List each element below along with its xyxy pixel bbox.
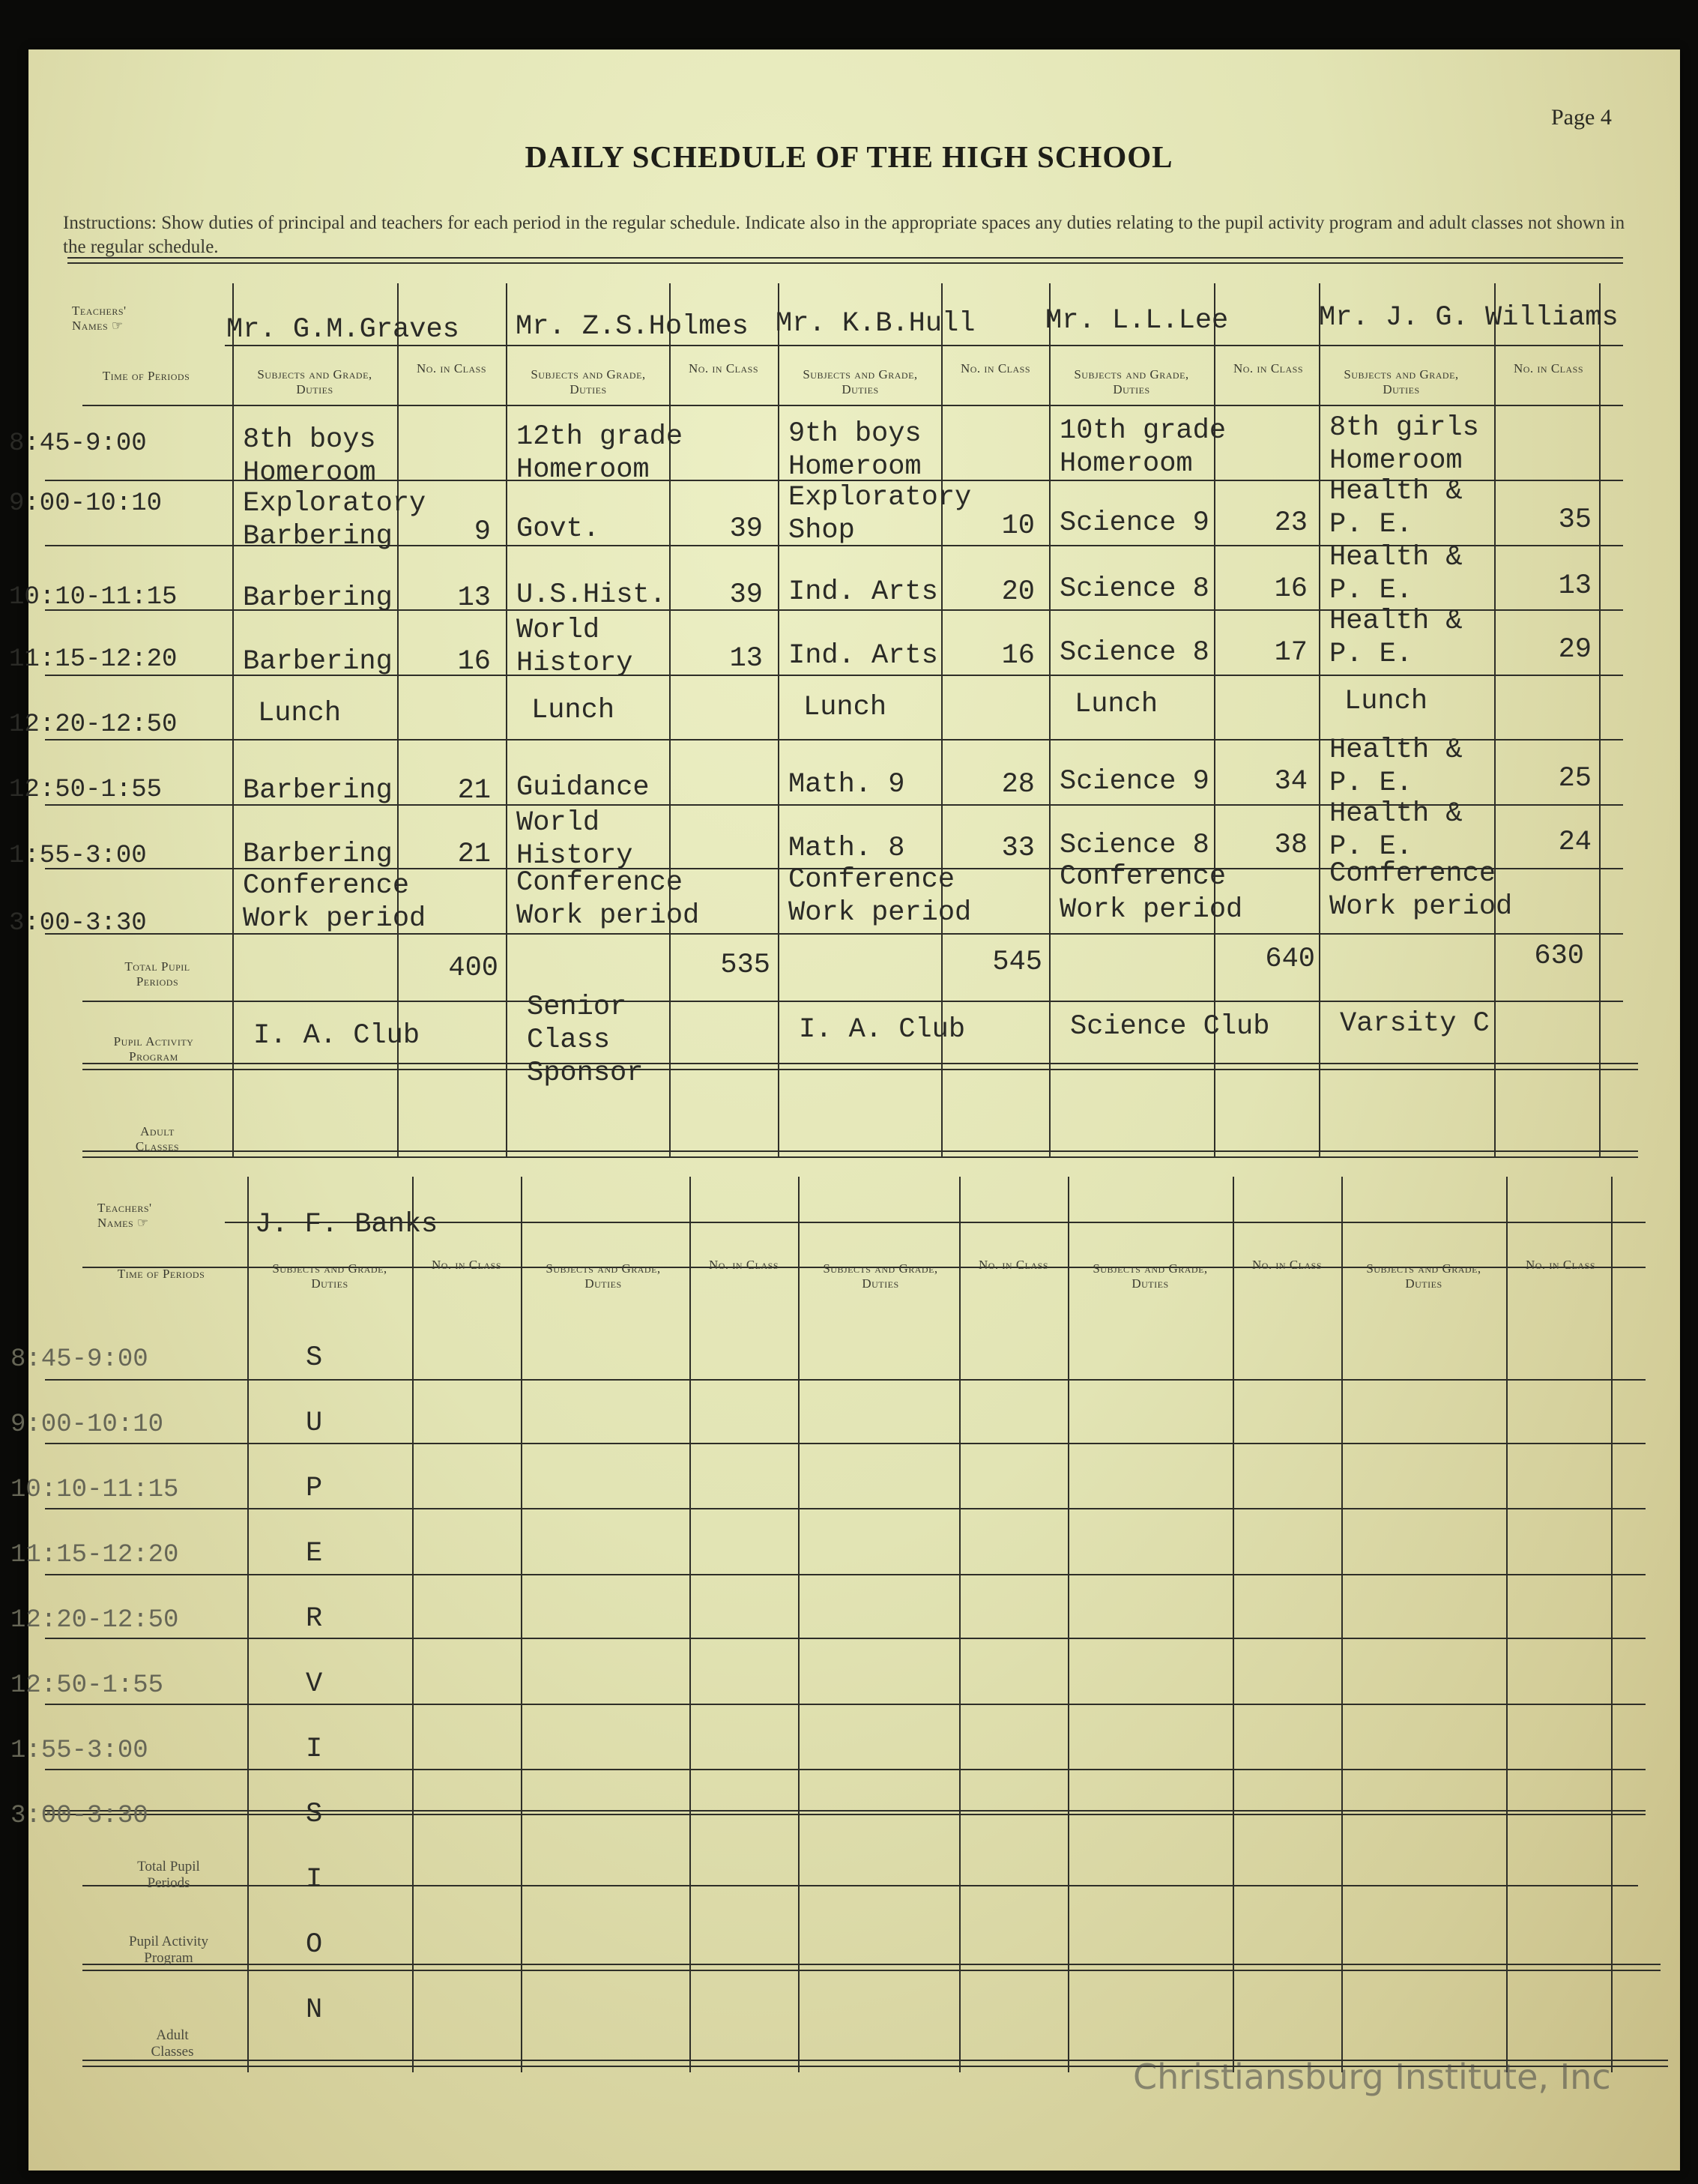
- class-count: 16: [1274, 573, 1308, 605]
- column-line: [1611, 1177, 1613, 2072]
- total-pupil-periods: 640: [1265, 944, 1315, 975]
- period-row-line: [45, 1443, 1646, 1444]
- time-period: 12:50-1:55: [9, 776, 163, 804]
- class-count: 10: [1001, 510, 1035, 542]
- subjects-header: Subjects and Grade, Duties: [1344, 367, 1459, 396]
- subjects-header: Subjects and Grade, Duties: [257, 367, 372, 396]
- teacher-name: J. F. Banks: [255, 1209, 438, 1240]
- subject-cell: Science 9: [1060, 507, 1209, 539]
- supervision-letter: I: [306, 1734, 323, 1765]
- subject-cell: Health & P. E.: [1329, 606, 1463, 670]
- subject-cell: Exploratory Barbering: [243, 488, 426, 552]
- teacher-name: Mr. J. G. Williams: [1319, 302, 1619, 334]
- time-period: 3:00-3:30: [10, 1802, 148, 1830]
- subject-cell: Conference Work period: [516, 867, 700, 932]
- period-row-line: [45, 1814, 1646, 1815]
- activity-rule: [82, 1970, 1661, 1971]
- subject-cell: U.S.Hist.: [516, 579, 666, 611]
- time-period: 12:20-12:50: [10, 1606, 179, 1635]
- supervision-letter: P: [306, 1473, 323, 1504]
- class-count: 9: [474, 516, 491, 548]
- time-period: 1:55-3:00: [10, 1737, 148, 1765]
- header-rule: [82, 405, 1623, 406]
- period-row-line: [45, 1508, 1646, 1509]
- adult-classes-label: Adult Classes: [135, 1124, 180, 1153]
- no-in-class-header: No. in Class: [1233, 361, 1304, 375]
- no-in-class-header: No. in Class: [978, 1258, 1049, 1272]
- class-count: 23: [1274, 507, 1308, 539]
- subject-cell: 9th boys Homeroom: [788, 418, 922, 483]
- subject-cell: Ind. Arts: [788, 576, 938, 608]
- subject-cell: Science 9: [1060, 766, 1209, 797]
- subject-cell: Barbering: [243, 775, 393, 806]
- subject-cell: Lunch: [803, 692, 887, 723]
- class-count: 16: [457, 646, 491, 678]
- subject-cell: Govt.: [516, 513, 600, 545]
- subject-cell: Exploratory Shop: [788, 482, 972, 546]
- pupil-activity-cell: I. A. Club: [253, 1020, 420, 1052]
- time-period: 11:15-12:20: [10, 1541, 179, 1569]
- subjects-header: Subjects and Grade, Duties: [1366, 1261, 1481, 1291]
- no-in-class-header: No. in Class: [708, 1258, 779, 1272]
- column-line: [778, 283, 779, 1156]
- subject-cell: Conference Work period: [788, 864, 972, 929]
- supervision-letter: N: [306, 1994, 323, 2026]
- top-double-rule: [67, 257, 1623, 259]
- time-period: 9:00-10:10: [10, 1411, 164, 1439]
- no-in-class-header: No. in Class: [960, 361, 1031, 375]
- subject-cell: World History: [516, 807, 633, 872]
- class-count: 39: [729, 579, 763, 611]
- subject-cell: 8th boys Homeroom: [243, 424, 376, 489]
- total-pupil-periods: 400: [448, 953, 498, 984]
- class-count: 13: [729, 643, 763, 675]
- pupil-activity-label: Pupil Activity Program: [128, 1934, 209, 1966]
- total-pupil-periods: 545: [992, 947, 1042, 978]
- column-line: [247, 1177, 249, 2072]
- time-period: 1:55-3:00: [9, 842, 147, 870]
- subject-cell: 8th girls Homeroom: [1329, 412, 1479, 477]
- column-line: [521, 1177, 522, 2072]
- no-in-class-header: No. in Class: [1525, 1258, 1596, 1272]
- name-underline: [225, 1222, 1646, 1223]
- subject-cell: Lunch: [1075, 689, 1158, 720]
- time-period: 12:20-12:50: [9, 711, 178, 739]
- time-period: 10:10-11:15: [9, 583, 178, 612]
- teacher-name: Mr. Z.S.Holmes: [516, 311, 749, 343]
- period-row-line: [45, 1810, 1646, 1812]
- class-count: 35: [1558, 504, 1592, 536]
- column-line: [1319, 283, 1320, 1156]
- supervision-letter: V: [306, 1668, 323, 1700]
- subject-cell: Science 8: [1060, 830, 1209, 861]
- class-count: 38: [1274, 830, 1308, 861]
- class-count: 16: [1001, 640, 1035, 672]
- adult-rule: [82, 1156, 1638, 1158]
- period-row-line: [45, 1769, 1646, 1770]
- teachers-names-label: Teachers' Names ☞: [72, 304, 127, 333]
- activity-rule: [82, 1063, 1638, 1064]
- class-count: 17: [1274, 637, 1308, 669]
- pupil-activity-cell: Varsity C: [1340, 1008, 1490, 1040]
- supervision-letter: S: [306, 1342, 323, 1374]
- time-of-periods-header: Time of Periods: [117, 1267, 205, 1281]
- time-of-periods-header: Time of Periods: [102, 369, 190, 383]
- subject-cell: Conference Work period: [1329, 858, 1513, 923]
- subject-cell: Health & P. E.: [1329, 476, 1463, 540]
- adult-rule: [82, 1150, 1638, 1152]
- subject-cell: Math. 8: [788, 833, 905, 864]
- subjects-header: Subjects and Grade, Duties: [1074, 367, 1189, 396]
- subject-cell: Barbering: [243, 839, 393, 870]
- class-count: 25: [1558, 763, 1592, 794]
- teacher-name: Mr. L.L.Lee: [1045, 305, 1229, 337]
- activity-rule: [82, 1964, 1661, 1965]
- supervision-letter: S: [306, 1799, 323, 1830]
- subjects-header: Subjects and Grade, Duties: [1093, 1261, 1208, 1291]
- column-line: [959, 1177, 961, 2072]
- subject-cell: Science 8: [1060, 637, 1209, 669]
- subject-cell: Ind. Arts: [788, 640, 938, 672]
- supervision-letter: R: [306, 1603, 323, 1635]
- activity-rule: [82, 1069, 1638, 1070]
- no-in-class-header: No. in Class: [1251, 1258, 1323, 1272]
- subject-cell: Guidance: [516, 772, 650, 803]
- column-line: [669, 283, 671, 1156]
- class-count: 28: [1001, 769, 1035, 800]
- subject-cell: Health & P. E.: [1329, 542, 1463, 606]
- class-count: 13: [457, 582, 491, 614]
- time-period: 8:45-9:00: [9, 429, 147, 458]
- subject-cell: 12th grade Homeroom: [516, 421, 683, 486]
- adult-classes-label: Adult Classes: [151, 2027, 194, 2060]
- teacher-name: Mr. K.B.Hull: [776, 308, 976, 340]
- period-row-line: [45, 1638, 1646, 1639]
- subjects-header: Subjects and Grade, Duties: [531, 367, 646, 396]
- class-count: 24: [1558, 827, 1592, 858]
- subject-cell: Math. 9: [788, 769, 905, 800]
- subject-cell: Lunch: [531, 695, 615, 726]
- class-count: 34: [1274, 766, 1308, 797]
- subject-cell: Health & P. E.: [1329, 798, 1463, 863]
- supervision-letter: I: [306, 1864, 323, 1895]
- time-period: 10:10-11:15: [10, 1476, 179, 1504]
- subjects-header: Subjects and Grade, Duties: [272, 1261, 387, 1291]
- period-row-line: [45, 1704, 1646, 1705]
- column-line: [506, 283, 507, 1156]
- time-period: 8:45-9:00: [10, 1345, 148, 1374]
- time-period: 3:00-3:30: [9, 909, 147, 938]
- no-in-class-header: No. in Class: [416, 361, 487, 375]
- subject-cell: Barbering: [243, 646, 393, 678]
- instructions: Instructions: Show duties of principal and teachers for each period in the regular schedule. Indicate also in the appropriate spaces any duties relating to the pupil activity program and adult classes not shown in the regular schedule.: [63, 213, 1625, 257]
- time-period: 12:50-1:55: [10, 1671, 164, 1700]
- subject-cell: Science 8: [1060, 573, 1209, 605]
- page-number: Page 4: [1551, 105, 1612, 130]
- total-pupil-periods-label: Total Pupil Periods: [137, 1859, 200, 1891]
- period-row-line: [45, 1574, 1646, 1575]
- pupil-activity-cell: Senior Class Sponsor: [527, 992, 644, 1089]
- column-line: [798, 1177, 800, 2072]
- subject-cell: 10th grade Homeroom: [1060, 415, 1227, 480]
- class-count: 13: [1558, 570, 1592, 602]
- column-line: [689, 1177, 691, 2072]
- subjects-header: Subjects and Grade, Duties: [546, 1261, 661, 1291]
- watermark: Christiansburg Institute, Inc: [1133, 2057, 1611, 2097]
- total-pupil-periods: 630: [1534, 941, 1584, 972]
- no-in-class-header: No. in Class: [431, 1258, 502, 1272]
- column-line: [1233, 1177, 1234, 2072]
- period-row-line: [45, 1379, 1646, 1381]
- total-rule: [82, 1001, 1623, 1002]
- document-title: DAILY SCHEDULE OF THE HIGH SCHOOL: [525, 139, 1173, 174]
- pupil-activity-cell: Science Club: [1070, 1011, 1270, 1043]
- teacher-name: Mr. G.M.Graves: [226, 314, 459, 346]
- column-line: [232, 283, 234, 1156]
- teachers-names-label: Teachers' Names ☞: [97, 1201, 152, 1230]
- time-period: 11:15-12:20: [9, 645, 178, 674]
- supervision-letter: E: [306, 1538, 323, 1569]
- pupil-activity-label: Pupil Activity Program: [113, 1034, 194, 1064]
- no-in-class-header: No. in Class: [1513, 361, 1584, 375]
- class-count: 29: [1558, 634, 1592, 666]
- subject-cell: Barbering: [243, 582, 393, 614]
- supervision-letter: O: [306, 1929, 323, 1961]
- subjects-header: Subjects and Grade, Duties: [823, 1261, 938, 1291]
- subject-cell: Conference Work period: [1060, 861, 1243, 926]
- time-period: 9:00-10:10: [9, 489, 163, 518]
- subject-cell: Lunch: [258, 698, 342, 729]
- column-line: [1341, 1177, 1343, 2072]
- top-double-rule: [67, 262, 1623, 264]
- total-pupil-periods-label: Total Pupil Periods: [124, 959, 190, 989]
- subject-cell: Health & P. E.: [1329, 734, 1463, 799]
- class-count: 33: [1001, 833, 1035, 864]
- column-line: [1494, 283, 1496, 1156]
- column-line: [1506, 1177, 1508, 2072]
- class-count: 39: [729, 513, 763, 545]
- class-count: 20: [1001, 576, 1035, 608]
- subject-cell: Lunch: [1344, 686, 1428, 717]
- column-line: [412, 1177, 414, 2072]
- column-line: [1068, 1177, 1069, 2072]
- total-pupil-periods: 535: [720, 950, 770, 981]
- subjects-header: Subjects and Grade, Duties: [803, 367, 918, 396]
- class-count: 21: [457, 775, 491, 806]
- pupil-activity-cell: I. A. Club: [799, 1014, 966, 1046]
- no-in-class-header: No. in Class: [688, 361, 759, 375]
- subject-cell: World History: [516, 615, 633, 679]
- column-line: [1599, 283, 1601, 1156]
- class-count: 21: [457, 839, 491, 870]
- supervision-letter: U: [306, 1408, 323, 1439]
- column-line: [1049, 283, 1051, 1156]
- subject-cell: Conference Work period: [243, 870, 426, 935]
